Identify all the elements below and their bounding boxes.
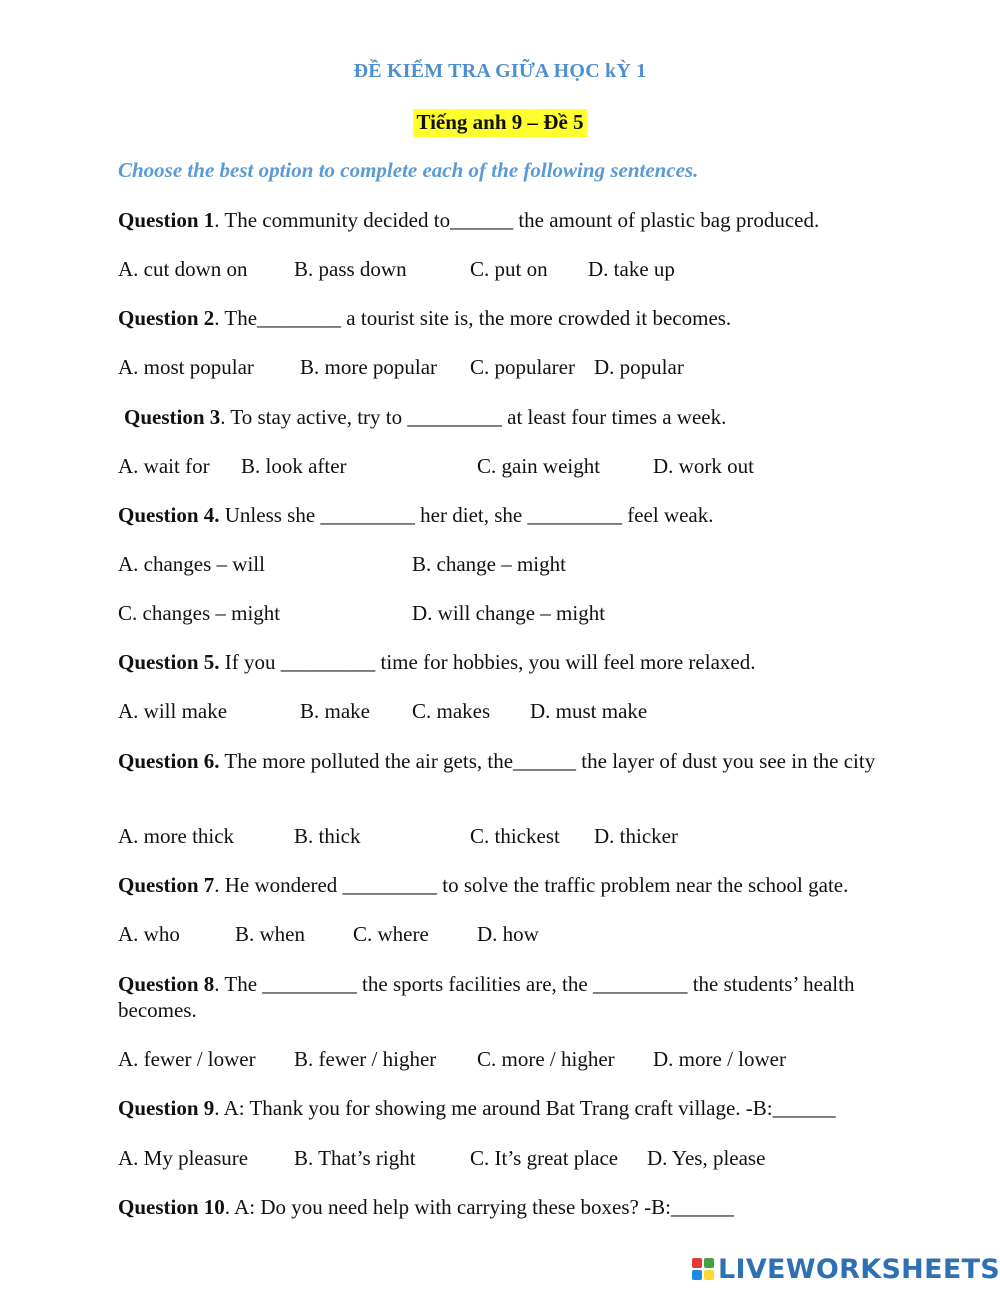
question-7 bbox=[118, 872, 928, 898]
logo-grid-icon bbox=[692, 1258, 714, 1280]
question-label: Question 4. bbox=[118, 503, 220, 527]
option-c[interactable]: C. changes – might bbox=[118, 601, 281, 625]
options-9 bbox=[118, 1145, 928, 1171]
question-6 bbox=[118, 748, 928, 774]
question-3 bbox=[124, 404, 934, 430]
question-label: Question 8 bbox=[118, 972, 215, 996]
option-c[interactable]: C. makes bbox=[412, 699, 491, 723]
option-b[interactable]: B. look after bbox=[241, 454, 347, 478]
question-1 bbox=[118, 207, 928, 233]
logo-square-icon bbox=[692, 1258, 702, 1268]
option-b[interactable]: B. change – might bbox=[412, 552, 566, 576]
question-4 bbox=[118, 502, 928, 528]
option-c[interactable]: C. gain weight bbox=[477, 454, 601, 478]
question-text: . He wondered _________ to solve the traffic problem near the school gate. bbox=[214, 873, 849, 897]
question-label: Question 1 bbox=[118, 208, 215, 232]
question-label: Question 5. bbox=[118, 650, 220, 674]
option-c[interactable]: C. thickest bbox=[470, 824, 560, 848]
option-d[interactable]: D. must make bbox=[530, 699, 648, 723]
option-d[interactable]: D. will change – might bbox=[412, 601, 606, 625]
option-b[interactable]: B. when bbox=[235, 922, 305, 946]
option-d[interactable]: D. more / lower bbox=[653, 1047, 786, 1071]
option-d[interactable]: D. Yes, please bbox=[647, 1146, 766, 1170]
question-label: Question 6. bbox=[118, 749, 220, 773]
question-8 bbox=[118, 971, 928, 1023]
option-a[interactable]: A. who bbox=[118, 922, 180, 946]
option-c[interactable]: C. where bbox=[353, 922, 429, 946]
question-2 bbox=[118, 305, 928, 331]
question-text: The more polluted the air gets, the______ the layer of dust you see in the city bbox=[219, 749, 876, 773]
option-a[interactable]: A. fewer / lower bbox=[118, 1047, 256, 1071]
question-text: Unless she _________ her diet, she _________ feel weak. bbox=[219, 503, 714, 527]
option-c[interactable]: C. It’s great place bbox=[470, 1146, 619, 1170]
logo-square-icon bbox=[704, 1258, 714, 1268]
question-9 bbox=[118, 1095, 928, 1121]
option-a[interactable]: A. My pleasure bbox=[118, 1146, 249, 1170]
option-d[interactable]: D. work out bbox=[653, 454, 754, 478]
option-a[interactable]: A. will make bbox=[118, 699, 228, 723]
option-b[interactable]: B. thick bbox=[294, 824, 361, 848]
logo-text: LIVEWORKSHEETS bbox=[718, 1253, 1000, 1285]
question-text: If you _________ time for hobbies, you will feel more relaxed. bbox=[219, 650, 756, 674]
question-label: Question 3 bbox=[124, 405, 221, 429]
question-text: . To stay active, try to _________ at least four times a week. bbox=[220, 405, 727, 429]
subtitle: Tiếng anh 9 – Đề 5 bbox=[413, 109, 586, 137]
option-b[interactable]: B. That’s right bbox=[294, 1146, 416, 1170]
option-a[interactable]: A. cut down on bbox=[118, 257, 248, 281]
question-label: Question 2 bbox=[118, 306, 215, 330]
question-label: Question 10 bbox=[118, 1195, 225, 1219]
question-text: . A: Thank you for showing me around Bat Trang craft village. -B:______ bbox=[214, 1096, 836, 1120]
option-c[interactable]: C. put on bbox=[470, 257, 548, 281]
options-5 bbox=[118, 698, 928, 724]
option-a[interactable]: A. changes – will bbox=[118, 552, 265, 576]
question-label: Question 9 bbox=[118, 1096, 215, 1120]
instruction: Choose the best option to complete each of the following sentences. bbox=[118, 158, 699, 182]
option-a[interactable]: A. more thick bbox=[118, 824, 235, 848]
option-b[interactable]: B. fewer / higher bbox=[294, 1047, 437, 1071]
options-7 bbox=[118, 921, 928, 947]
option-b[interactable]: B. make bbox=[300, 699, 370, 723]
option-d[interactable]: D. thicker bbox=[594, 824, 678, 848]
options-8 bbox=[118, 1046, 928, 1072]
logo-square-icon bbox=[704, 1270, 714, 1280]
option-d[interactable]: D. how bbox=[477, 922, 539, 946]
question-10 bbox=[118, 1194, 928, 1220]
options-3 bbox=[118, 453, 928, 479]
subtitle-container bbox=[0, 109, 1000, 137]
option-a[interactable]: A. most popular bbox=[118, 355, 254, 379]
page-title: ĐỀ KIỂM TRA GIỮA HỌC kỲ 1 bbox=[353, 60, 647, 82]
options-1 bbox=[118, 256, 928, 282]
options-2 bbox=[118, 354, 928, 380]
option-d[interactable]: D. popular bbox=[594, 355, 684, 379]
option-a[interactable]: A. wait for bbox=[118, 454, 210, 478]
question-text: . The community decided to______ the amount of plastic bag produced. bbox=[214, 208, 820, 232]
option-c[interactable]: C. more / higher bbox=[477, 1047, 615, 1071]
question-text: . The________ a tourist site is, the more crowded it becomes. bbox=[214, 306, 732, 330]
logo-square-icon bbox=[692, 1270, 702, 1280]
options-4a bbox=[118, 551, 928, 577]
question-text: . A: Do you need help with carrying these boxes? -B:______ bbox=[224, 1195, 734, 1219]
option-d[interactable]: D. take up bbox=[588, 257, 675, 281]
option-b[interactable]: B. pass down bbox=[294, 257, 407, 281]
options-6 bbox=[118, 823, 928, 849]
question-label: Question 7 bbox=[118, 873, 215, 897]
options-4b bbox=[118, 600, 928, 626]
question-5 bbox=[118, 649, 928, 675]
question-text: . The _________ the sports facilities are, the _________ the students’ health becomes. bbox=[118, 972, 855, 1022]
option-c[interactable]: C. popularer bbox=[470, 355, 575, 379]
option-b[interactable]: B. more popular bbox=[300, 355, 438, 379]
liveworksheets-logo bbox=[692, 1253, 1000, 1285]
